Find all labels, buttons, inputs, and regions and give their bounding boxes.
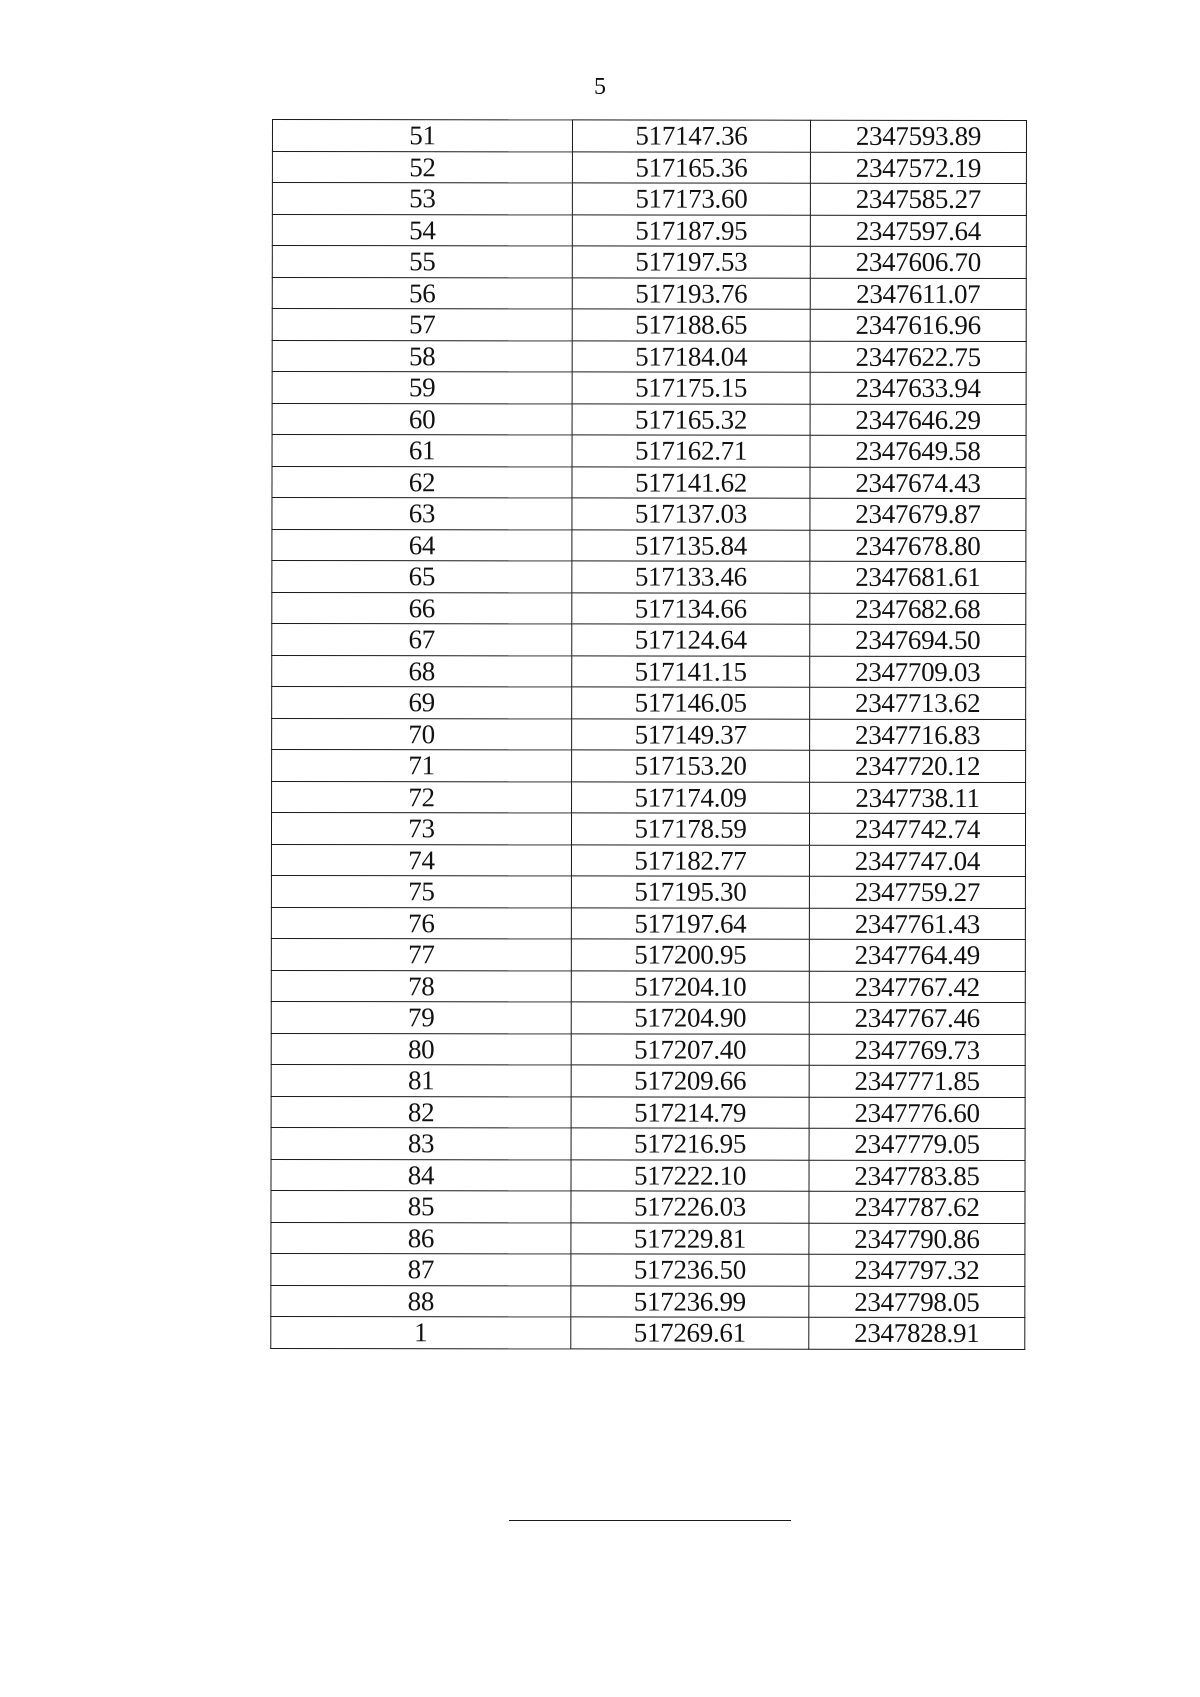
x-coordinate-cell: 517214.79 bbox=[571, 1096, 809, 1128]
x-coordinate-cell: 517124.64 bbox=[572, 624, 810, 656]
y-coordinate-cell: 2347694.50 bbox=[810, 624, 1026, 656]
y-coordinate-cell: 2347783.85 bbox=[809, 1160, 1025, 1192]
table-row bbox=[272, 750, 1026, 783]
x-coordinate-cell: 517174.09 bbox=[572, 781, 810, 813]
x-coordinate-cell: 517187.95 bbox=[572, 214, 810, 246]
table-row bbox=[271, 907, 1025, 940]
y-coordinate-cell: 2347776.60 bbox=[809, 1097, 1025, 1129]
point-number-cell: 77 bbox=[271, 938, 571, 970]
x-coordinate-cell: 517197.53 bbox=[572, 246, 810, 278]
table-row bbox=[272, 435, 1026, 468]
x-coordinate-cell: 517184.04 bbox=[572, 340, 810, 372]
point-number-cell: 83 bbox=[271, 1127, 571, 1159]
y-coordinate-cell: 2347742.74 bbox=[809, 813, 1025, 845]
point-number-cell: 64 bbox=[272, 529, 572, 561]
x-coordinate-cell: 517165.32 bbox=[572, 403, 810, 435]
x-coordinate-cell: 517137.03 bbox=[572, 498, 810, 530]
point-number-cell: 66 bbox=[272, 592, 572, 624]
point-number-cell: 55 bbox=[272, 246, 572, 278]
y-coordinate-cell: 2347738.11 bbox=[810, 782, 1026, 814]
point-number-cell: 81 bbox=[271, 1064, 571, 1096]
table-row bbox=[271, 1316, 1025, 1349]
point-number-cell: 73 bbox=[271, 813, 571, 845]
point-number-cell: 59 bbox=[272, 372, 572, 404]
y-coordinate-cell: 2347585.27 bbox=[810, 183, 1026, 215]
point-number-cell: 85 bbox=[271, 1190, 571, 1222]
x-coordinate-cell: 517133.46 bbox=[572, 561, 810, 593]
y-coordinate-cell: 2347681.61 bbox=[810, 561, 1026, 593]
table-row bbox=[272, 718, 1026, 751]
x-coordinate-cell: 517178.59 bbox=[571, 813, 809, 845]
y-coordinate-cell: 2347759.27 bbox=[809, 876, 1025, 908]
point-number-cell: 58 bbox=[272, 340, 572, 372]
table-row bbox=[271, 844, 1025, 877]
y-coordinate-cell: 2347798.05 bbox=[809, 1286, 1025, 1318]
x-coordinate-cell: 517149.37 bbox=[572, 718, 810, 750]
table-row bbox=[271, 1222, 1025, 1255]
point-number-cell: 69 bbox=[272, 687, 572, 719]
point-number-cell: 74 bbox=[271, 844, 571, 876]
table-row bbox=[272, 372, 1026, 405]
y-coordinate-cell: 2347572.19 bbox=[810, 152, 1026, 184]
y-coordinate-cell: 2347682.68 bbox=[810, 593, 1026, 625]
table-row bbox=[271, 875, 1025, 908]
point-number-cell: 88 bbox=[271, 1285, 571, 1317]
y-coordinate-cell: 2347764.49 bbox=[809, 939, 1025, 971]
point-number-cell: 57 bbox=[272, 309, 572, 341]
y-coordinate-cell: 2347622.75 bbox=[810, 341, 1026, 373]
table-row bbox=[272, 246, 1026, 279]
table-row bbox=[272, 498, 1026, 531]
point-number-cell: 71 bbox=[272, 750, 572, 782]
table-row bbox=[272, 340, 1026, 373]
table-row bbox=[271, 970, 1025, 1003]
point-number-cell: 60 bbox=[272, 403, 572, 435]
point-number-cell: 51 bbox=[272, 120, 572, 152]
table-row bbox=[272, 655, 1026, 688]
y-coordinate-cell: 2347646.29 bbox=[810, 404, 1026, 436]
table-row bbox=[271, 938, 1025, 971]
x-coordinate-cell: 517207.40 bbox=[571, 1033, 809, 1065]
table-row bbox=[272, 120, 1026, 153]
y-coordinate-cell: 2347771.85 bbox=[809, 1065, 1025, 1097]
y-coordinate-cell: 2347747.04 bbox=[809, 845, 1025, 877]
point-number-cell: 62 bbox=[272, 466, 572, 498]
coordinate-table bbox=[270, 119, 1027, 1350]
y-coordinate-cell: 2347716.83 bbox=[810, 719, 1026, 751]
table-row bbox=[272, 624, 1026, 657]
y-coordinate-cell: 2347611.07 bbox=[810, 278, 1026, 310]
table-row bbox=[272, 151, 1026, 184]
point-number-cell: 70 bbox=[272, 718, 572, 750]
y-coordinate-cell: 2347709.03 bbox=[810, 656, 1026, 688]
page-number: 5 bbox=[594, 74, 606, 100]
point-number-cell: 78 bbox=[271, 970, 571, 1002]
x-coordinate-cell: 517153.20 bbox=[572, 750, 810, 782]
table-row bbox=[272, 466, 1026, 499]
x-coordinate-cell: 517173.60 bbox=[572, 183, 810, 215]
table-row bbox=[272, 309, 1026, 342]
x-coordinate-cell: 517141.15 bbox=[572, 655, 810, 687]
point-number-cell: 79 bbox=[271, 1001, 571, 1033]
x-coordinate-cell: 517146.05 bbox=[572, 687, 810, 719]
x-coordinate-cell: 517197.64 bbox=[571, 907, 809, 939]
table-row bbox=[271, 1064, 1025, 1097]
y-coordinate-cell: 2347674.43 bbox=[810, 467, 1026, 499]
x-coordinate-cell: 517229.81 bbox=[571, 1222, 809, 1254]
table-row bbox=[271, 1190, 1025, 1223]
x-coordinate-cell: 517134.66 bbox=[572, 592, 810, 624]
x-coordinate-cell: 517175.15 bbox=[572, 372, 810, 404]
y-coordinate-cell: 2347597.64 bbox=[810, 215, 1026, 247]
x-coordinate-cell: 517236.99 bbox=[571, 1285, 809, 1317]
point-number-cell: 68 bbox=[272, 655, 572, 687]
x-coordinate-cell: 517162.71 bbox=[572, 435, 810, 467]
x-coordinate-cell: 517195.30 bbox=[571, 876, 809, 908]
point-number-cell: 80 bbox=[271, 1033, 571, 1065]
y-coordinate-cell: 2347797.32 bbox=[809, 1254, 1025, 1286]
x-coordinate-cell: 517204.10 bbox=[571, 970, 809, 1002]
table-row bbox=[271, 813, 1025, 846]
y-coordinate-cell: 2347713.62 bbox=[810, 687, 1026, 719]
point-number-cell: 76 bbox=[271, 907, 571, 939]
y-coordinate-cell: 2347593.89 bbox=[810, 120, 1026, 152]
table-row bbox=[272, 214, 1026, 247]
point-number-cell: 61 bbox=[272, 435, 572, 467]
x-coordinate-cell: 517182.77 bbox=[571, 844, 809, 876]
y-coordinate-cell: 2347649.58 bbox=[810, 435, 1026, 467]
table-row bbox=[271, 1285, 1025, 1318]
point-number-cell: 72 bbox=[272, 781, 572, 813]
table-row bbox=[271, 1096, 1025, 1129]
point-number-cell: 75 bbox=[271, 875, 571, 907]
x-coordinate-cell: 517188.65 bbox=[572, 309, 810, 341]
y-coordinate-cell: 2347679.87 bbox=[810, 498, 1026, 530]
point-number-cell: 82 bbox=[271, 1096, 571, 1128]
table-row bbox=[271, 1159, 1025, 1192]
table-row bbox=[271, 1033, 1025, 1066]
table-row bbox=[272, 561, 1026, 594]
table-row bbox=[272, 592, 1026, 625]
table-row bbox=[271, 1253, 1025, 1286]
table-row bbox=[272, 687, 1026, 720]
table-row bbox=[272, 277, 1026, 310]
x-coordinate-cell: 517209.66 bbox=[571, 1065, 809, 1097]
point-number-cell: 54 bbox=[272, 214, 572, 246]
y-coordinate-cell: 2347769.73 bbox=[809, 1034, 1025, 1066]
point-number-cell: 86 bbox=[271, 1222, 571, 1254]
y-coordinate-cell: 2347767.46 bbox=[809, 1002, 1025, 1034]
coordinate-table-body bbox=[271, 120, 1027, 1350]
y-coordinate-cell: 2347828.91 bbox=[809, 1317, 1025, 1349]
point-number-cell: 67 bbox=[272, 624, 572, 656]
y-coordinate-cell: 2347678.80 bbox=[810, 530, 1026, 562]
point-number-cell: 56 bbox=[272, 277, 572, 309]
x-coordinate-cell: 517226.03 bbox=[571, 1191, 809, 1223]
footer-rule bbox=[509, 1520, 791, 1521]
y-coordinate-cell: 2347720.12 bbox=[810, 750, 1026, 782]
x-coordinate-cell: 517147.36 bbox=[572, 120, 810, 152]
x-coordinate-cell: 517135.84 bbox=[572, 529, 810, 561]
x-coordinate-cell: 517141.62 bbox=[572, 466, 810, 498]
table-row bbox=[272, 403, 1026, 436]
x-coordinate-cell: 517216.95 bbox=[571, 1128, 809, 1160]
point-number-cell: 1 bbox=[271, 1316, 571, 1348]
x-coordinate-cell: 517236.50 bbox=[571, 1254, 809, 1286]
y-coordinate-cell: 2347633.94 bbox=[810, 372, 1026, 404]
table-row bbox=[272, 529, 1026, 562]
x-coordinate-cell: 517222.10 bbox=[571, 1159, 809, 1191]
table-row bbox=[271, 1001, 1025, 1034]
y-coordinate-cell: 2347790.86 bbox=[809, 1223, 1025, 1255]
x-coordinate-cell: 517269.61 bbox=[571, 1317, 809, 1349]
x-coordinate-cell: 517193.76 bbox=[572, 277, 810, 309]
point-number-cell: 52 bbox=[272, 151, 572, 183]
point-number-cell: 53 bbox=[272, 183, 572, 215]
point-number-cell: 87 bbox=[271, 1253, 571, 1285]
x-coordinate-cell: 517204.90 bbox=[571, 1002, 809, 1034]
point-number-cell: 63 bbox=[272, 498, 572, 530]
x-coordinate-cell: 517200.95 bbox=[571, 939, 809, 971]
table-row bbox=[271, 1127, 1025, 1160]
x-coordinate-cell: 517165.36 bbox=[572, 151, 810, 183]
y-coordinate-cell: 2347616.96 bbox=[810, 309, 1026, 341]
point-number-cell: 65 bbox=[272, 561, 572, 593]
y-coordinate-cell: 2347767.42 bbox=[809, 971, 1025, 1003]
y-coordinate-cell: 2347761.43 bbox=[809, 908, 1025, 940]
table-row bbox=[272, 183, 1026, 216]
y-coordinate-cell: 2347606.70 bbox=[810, 246, 1026, 278]
y-coordinate-cell: 2347779.05 bbox=[809, 1128, 1025, 1160]
table-row bbox=[272, 781, 1026, 814]
point-number-cell: 84 bbox=[271, 1159, 571, 1191]
y-coordinate-cell: 2347787.62 bbox=[809, 1191, 1025, 1223]
